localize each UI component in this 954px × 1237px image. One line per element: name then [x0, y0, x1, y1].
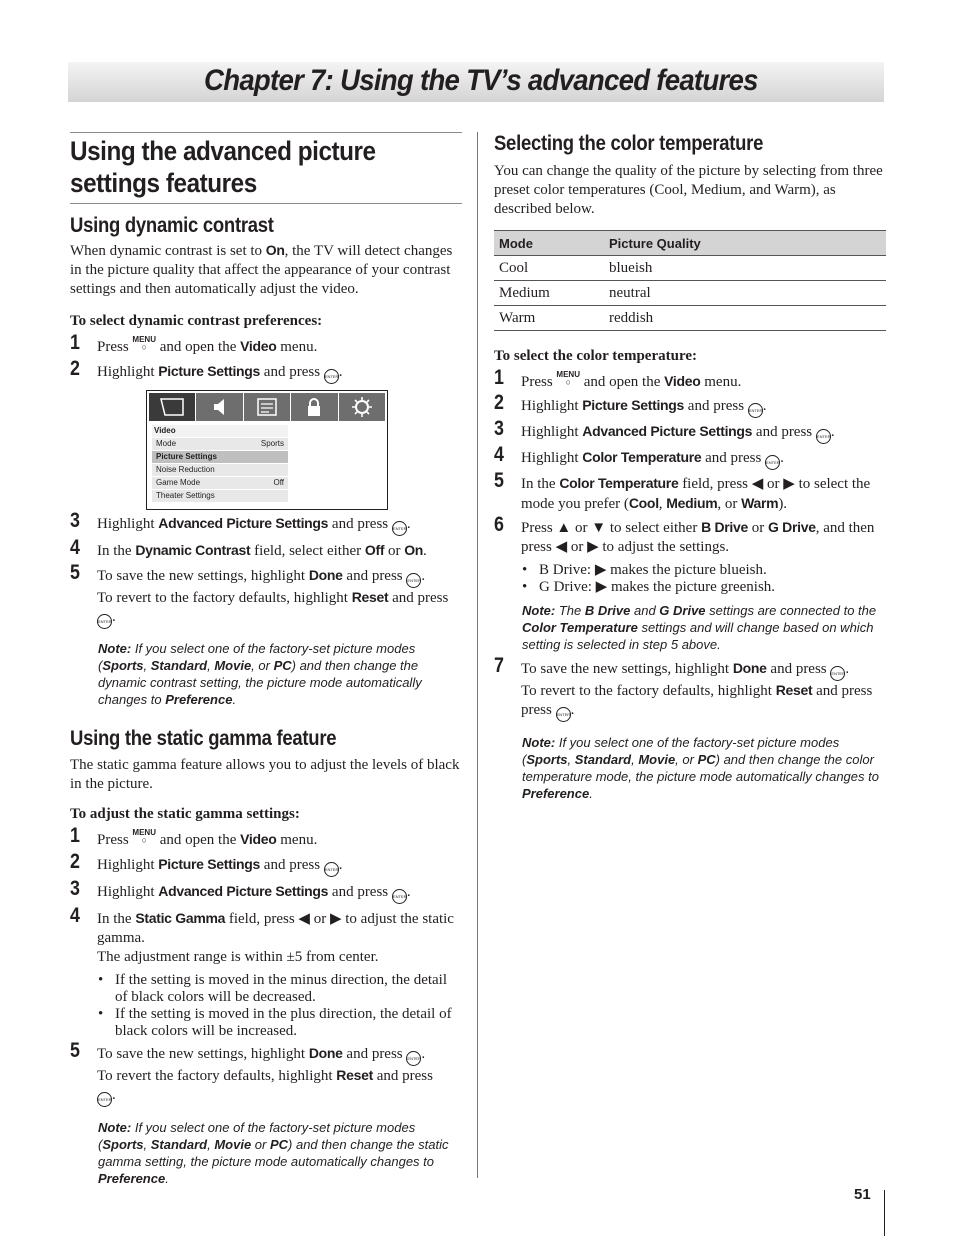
- dynamic-contrast-section: [70, 213, 462, 708]
- dyn-step-1: 1 Press MENU ○ and open the Video menu.: [70, 331, 318, 355]
- left-column: [70, 132, 462, 1187]
- menu-key-icon: MENU ○: [132, 828, 156, 845]
- dynamic-contrast-heading: Using dynamic contrast: [70, 214, 274, 237]
- gamma-step-1: 1 Press MENU ○ and open the Video menu.: [70, 824, 318, 848]
- table-row: Warm reddish: [494, 306, 886, 331]
- enter-key-icon: ENTER: [97, 1092, 112, 1107]
- lock-icon: [291, 393, 338, 421]
- table-row: Medium neutral: [494, 281, 886, 306]
- color-temperature-note: Note: If you select one of the factory-set picture modes (Sports, Standard, Movie, or PC) and then change the color temperature mode, the picture mode automatically changes to Preference.: [522, 735, 879, 801]
- picture-icon: [149, 393, 196, 421]
- dynamic-contrast-note: Note: If you select one of the factory-set picture modes (Sports, Standard, Movie, or PC) and then change the dynamic contrast setting, the picture mode automatically changes to Preference.: [98, 641, 422, 707]
- static-gamma-note: Note: If you select one of the factory-set picture modes (Sports, Standard, Movie or PC) and then change the static gamma setting, the picture mode automatically changes to Preference.: [98, 1120, 449, 1186]
- list-item: • G Drive: ▶ makes the picture greenish.: [521, 579, 886, 596]
- ct-step-1: 1 Press MENU ○ and open the Video menu.: [494, 366, 742, 390]
- enter-key-icon: ENTER: [765, 455, 780, 470]
- ct-step-4: 4 Highlight Color Temperature and press ENTER.: [494, 448, 886, 470]
- ct-step-6: 6 Press ▲ or ▼ to select either B Drive or G Drive, and then press ◀ or ▶ to adjust the settings. • B Drive: ▶ makes the picture blueish. • G Drive: ▶ makes the picture greenish.: [494, 518, 886, 596]
- color-temperature-heading: Selecting the color temperature: [494, 132, 764, 155]
- ct-step-3: 3 Highlight Advanced Picture Settings and press ENTER.: [494, 422, 886, 444]
- drive-bullets: [521, 562, 886, 596]
- table-header-row: [494, 231, 886, 256]
- static-gamma-section: [70, 726, 462, 1187]
- menu-row-theater-settings[interactable]: Theater Settings: [152, 489, 288, 502]
- menu-icon-bar: [149, 393, 385, 421]
- section-title: Using the advanced picture settings features: [70, 136, 376, 198]
- color-temperature-lead: To select the color temperature:: [494, 348, 697, 364]
- menu-key-icon: MENU ○: [132, 335, 156, 352]
- preferences-gear-icon: [339, 393, 385, 421]
- right-column: [494, 132, 886, 802]
- enter-key-icon: ENTER: [406, 573, 421, 588]
- color-temperature-table: [494, 230, 886, 331]
- setup-icon: [244, 393, 291, 421]
- gamma-step-2: 2 Highlight Picture Settings and press ENTER.: [70, 855, 462, 877]
- menu-row-picture-settings[interactable]: Picture Settings: [152, 450, 288, 463]
- gamma-step-5: 5 To save the new settings, highlight Done and press ENTER. To revert the factory defaults, highlight Reset and press ENTER.: [70, 1044, 462, 1107]
- chapter-banner: [68, 62, 884, 102]
- static-gamma-lead: To adjust the static gamma settings:: [70, 806, 300, 822]
- section-rule-top: [70, 132, 462, 133]
- video-menu-header: Video: [154, 426, 176, 435]
- drive-note: Note: The B Drive and G Drive settings are connected to the Color Temperature settings and will change based on which setting is selected in step 5 above.: [522, 603, 877, 652]
- menu-row-game-mode[interactable]: Game Mode Off: [152, 476, 288, 489]
- menu-row-mode[interactable]: Mode Sports: [152, 437, 288, 450]
- table-header: Mode: [494, 231, 604, 256]
- gamma-step-4: 4 In the Static Gamma field, press ◀ or ▶ to adjust the static gamma. The adjustment range is within ±5 from center. • If the setting is moved in the minus direction, the detail of black colors will be decreased. • If the setting is moved in the plus direction, the detail of black colors will be increased.: [70, 909, 462, 1040]
- enter-key-icon: ENTER: [406, 1051, 421, 1066]
- enter-key-icon: ENTER: [816, 429, 831, 444]
- dyn-step-2: 2 Highlight Picture Settings and press ENTER.: [70, 362, 462, 384]
- column-divider: [477, 132, 478, 1178]
- video-menu-list: [152, 425, 288, 502]
- enter-key-icon: ENTER: [324, 369, 339, 384]
- list-item: • If the setting is moved in the minus direction, the detail of black colors will be decreased.: [97, 972, 462, 1006]
- enter-key-icon: ENTER: [97, 614, 112, 629]
- menu-screenshot-wrap: [70, 390, 462, 512]
- ct-step-7: 7 To save the new settings, highlight Done and press ENTER. To revert to the factory defaults, highlight Reset and press press ENTER.: [494, 659, 886, 722]
- audio-icon: [196, 393, 243, 421]
- menu-row-noise-reduction[interactable]: Noise Reduction: [152, 463, 288, 476]
- page-number-rule: [884, 1190, 885, 1236]
- table-header: Picture Quality: [604, 231, 886, 256]
- static-gamma-heading: Using the static gamma feature: [70, 727, 337, 750]
- section-rule-bottom: [70, 203, 462, 204]
- list-item: • If the setting is moved in the plus direction, the detail of black colors will be increased.: [97, 1006, 462, 1040]
- color-temperature-intro: You can change the quality of the picture by selecting from three preset color temperatures (Cool, Medium, and Warm), as described below.: [494, 163, 883, 217]
- enter-key-icon: ENTER: [392, 521, 407, 536]
- table-row: Cool blueish: [494, 256, 886, 281]
- ct-step-5: 5 In the Color Temperature field, press ◀ or ▶ to select the mode you prefer (Cool, Medium, or Warm).: [494, 469, 871, 512]
- dynamic-contrast-intro: When dynamic contrast is set to On, the TV will detect changes in the picture quality that affect the appearance of your contrast settings and then automatically adjust the video.: [70, 242, 453, 297]
- enter-key-icon: ENTER: [556, 707, 571, 722]
- video-menu-screenshot: [146, 390, 388, 510]
- dynamic-contrast-lead: To select dynamic contrast preferences:: [70, 313, 323, 329]
- menu-key-icon: MENU ○: [556, 370, 580, 387]
- enter-key-icon: ENTER: [392, 889, 407, 904]
- chapter-title: Chapter 7: Using the TV’s advanced features: [204, 64, 758, 97]
- list-item: • B Drive: ▶ makes the picture blueish.: [521, 562, 886, 579]
- enter-key-icon: ENTER: [830, 666, 845, 681]
- dyn-step-3: 3 Highlight Advanced Picture Settings and press ENTER.: [70, 514, 462, 536]
- enter-key-icon: ENTER: [324, 862, 339, 877]
- gamma-step-3: 3 Highlight Advanced Picture Settings and press ENTER.: [70, 882, 462, 904]
- ct-step-2: 2 Highlight Picture Settings and press ENTER.: [494, 396, 886, 418]
- enter-key-icon: ENTER: [748, 403, 763, 418]
- dyn-step-5: 5 To save the new settings, highlight Done and press ENTER. To revert to the factory defaults, highlight Reset and press ENTER.: [70, 566, 462, 629]
- static-gamma-intro: The static gamma feature allows you to adjust the levels of black in the picture.: [70, 757, 460, 792]
- dyn-step-4: 4 In the Dynamic Contrast field, select either Off or On.: [70, 536, 427, 559]
- gamma-bullets: [97, 972, 462, 1040]
- page-number: 51: [854, 1186, 871, 1203]
